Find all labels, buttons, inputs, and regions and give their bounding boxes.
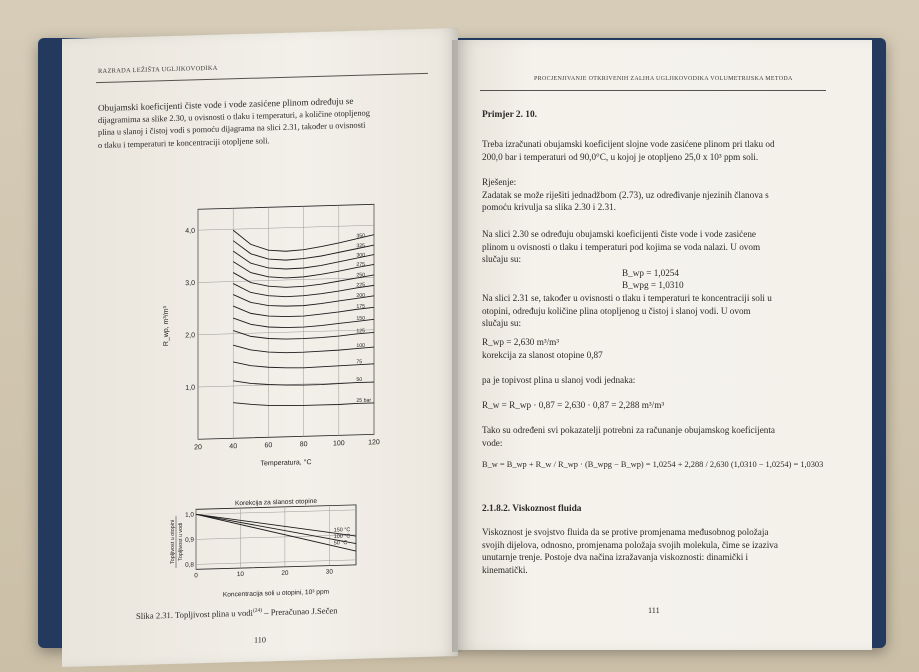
correction-series-label: 50 °C [333,540,348,547]
gas-solubility-chart [158,198,384,474]
paragraph-line: plinom u ovisnosti o tlaku i temperaturi pod kojima se voda nalazi. U ovom [482,241,761,252]
viscosity-paragraph [482,526,828,576]
series-label: 200 [356,292,366,299]
right-page [458,40,872,650]
left-intro-line: plina u slanoj i čistoj vodi s pomoću dijagrama na slici 2.31, također u ovisnosti [98,120,366,138]
x-tick-label: 20 [194,444,202,452]
correction-y-tick-label: 0,9 [185,536,194,544]
paragraph-figure-2-30 [482,228,828,266]
left-header-rule [96,73,428,83]
y-tick-label: 3,0 [185,280,195,288]
paragraph-line: Na slici 2.30 se određuju obujamski koeficijenti čiste vode i vode zasićene [482,229,757,239]
x-tick-label: 100 [332,440,345,448]
left-page-number: 110 [254,635,266,645]
paragraph-line: Tako su određeni svi pokazatelji potrebni za računanje obujamskog koeficijenta [482,425,775,435]
left-page [62,28,458,667]
equation-bwp: B_wp = 1,0254 [622,268,679,278]
paragraph-line: unutarnje trenje. Postoje dva načina izražavanja viskoznosti: dinamički i [482,552,749,563]
series-label: 275 [356,261,366,269]
correction-x-axis-label: Koncentracija soli u otopini, 10³ ppm [222,588,330,599]
series-label: 350 [356,233,366,240]
left-running-header: RAZRADA LEŽIŠTA UGLJIKOVODIKA [98,64,218,76]
equation-rw: R_w = R_wp · 0,87 = 2,630 · 0,87 = 2,288 m³/m³ [482,400,665,410]
example-title: Primjer 2. 10. [482,110,538,120]
series-label: 175 [356,303,366,310]
x-tick-label: 40 [229,443,238,451]
paragraph-line: Viskoznost je svojstvo fluida da se protive promjenama međusobnog položaja [482,527,769,537]
x-tick-label: 120 [368,439,380,447]
x-axis-label: Temperatura, °C [260,459,312,468]
y-tick-label: 1,0 [185,384,195,392]
series-label: 125 [356,328,366,335]
equation-bwpg: B_wpg = 1,0310 [622,280,684,290]
solution-line: Zadatak se može riješiti jednadžbom (2.73), uz određivanje njezinih članova s [482,189,769,200]
series-label: 25 bar [356,397,372,404]
correction-series-label: 150 °C [333,527,351,534]
task-paragraph [482,138,828,163]
series-label: 325 [356,243,366,250]
paragraph-line: slučaju su: [482,254,522,265]
paragraph-line: otopini, određuju količine plina otopljenog u čistoj i slanoj vodi. U ovom [482,305,751,316]
solution-label: Rješenje: [482,177,517,187]
rwp-block [482,336,828,361]
correction-y-gridline [196,510,356,514]
correction-x-tick-label: 30 [325,568,333,576]
right-header-rule [480,90,826,91]
equation-bw-final: B_w = B_wp + R_w / R_wp · (B_wpg − B_wp) = 1,0254 + 2,288 / 2,630 (1,0310 − 1,0254) = 1,0303 [482,460,824,469]
left-intro-line: dijagramima sa slike 2.30, u ovisnosti o tlaku i temperaturi, a količine otopljenog [98,108,370,125]
solution-paragraph [482,176,828,214]
y-gridline [198,225,374,230]
left-intro-line: o tlaku i temperaturi te koncentraciji otopljene soli. [98,136,270,150]
caption-main: Slika 2.31. Topljivost plina u vodi [136,607,253,621]
correction-x-tick-label: 20 [281,569,289,577]
correction-series-line [196,510,356,541]
correction-series-label: 100 °C [333,533,351,541]
correction-y-tick-label: 1,0 [185,511,194,519]
right-running-header: PROCJENJIVANJE OTKRIVENIH ZALIHA UGLJIKOVODIKA VOLUMETRIJSKA METODA [534,76,793,82]
caption-tail: – Preračunao J.Sečen [262,605,338,618]
correction-y-label-bottom: Topljivost u vodi [178,522,184,561]
x-tick-label: 80 [299,441,308,449]
task-line: Treba izračunati obujamski koeficijent slojne vode zasićene plinom pri tlaku od [482,139,775,149]
section-title: 2.1.8.2. Viskoznost fluida [482,504,582,514]
correction-y-label-top: Topljivost u otopini [170,519,176,565]
series-label: 225 [356,282,366,289]
salinity-correction-text: korekcija za slanost otopine 0,87 [482,349,603,360]
right-page-number: 111 [648,606,660,615]
y-gridline [198,330,374,335]
series-label: 300 [356,252,366,259]
task-line: 200,0 bar i temperaturi od 90,0°C, u kojoj je otopljeno 25,0 x 10³ ppm soli. [482,151,759,162]
paragraph-line: slučaju su: [482,318,522,329]
correction-x-tick-label: 10 [236,570,244,579]
paragraph-line: kinematički. [482,564,528,575]
figure-caption [136,603,436,621]
solution-line: pomoću krivulja sa slika 2.30 i 2.31. [482,202,616,213]
correction-series-line [196,510,356,548]
correction-y-gridline [196,560,356,564]
correction-x-tick-label: 0 [194,572,198,580]
series-label: 100 [356,342,366,350]
paragraph-figure-2-31 [482,292,828,330]
correction-y-gridline [196,535,356,539]
salinity-correction-chart [166,492,386,604]
correction-chart-title: Korekcija za slanost otopine [234,497,318,508]
y-tick-label: 2,0 [185,332,195,340]
left-intro-paragraph [98,93,430,153]
left-intro-line: Obujamski koeficijenti čiste vode i vode zasićene plinom određuju se [98,95,354,114]
x-tick-label: 60 [264,442,273,450]
paragraph-line: Na slici 2.31 se, također u ovisnosti o tlaku i temperaturi te koncentraciji soli u [482,293,772,303]
series-label: 50 [356,376,363,384]
y-tick-label: 4,0 [185,227,195,236]
equation-rwp: R_wp = 2,630 m³/m³ [482,337,560,347]
paragraph-all-indicators [482,424,828,449]
paragraph-line: vode: [482,437,503,448]
series-label: 150 [356,315,366,322]
series-label: 75 [356,359,363,366]
caption-reference: (24) [252,607,263,614]
y-axis-label: R_wp, m³/m³ [163,306,170,347]
correction-y-tick-label: 0,8 [185,561,194,569]
solubility-intro: pa je topivost plina u slanoj vodi jednaka: [482,375,636,385]
paragraph-line: svojih dijelova, odnosno, promjenama položaja svojih molekula, čime se izaziva [482,539,778,550]
series-label: 250 [356,272,366,279]
